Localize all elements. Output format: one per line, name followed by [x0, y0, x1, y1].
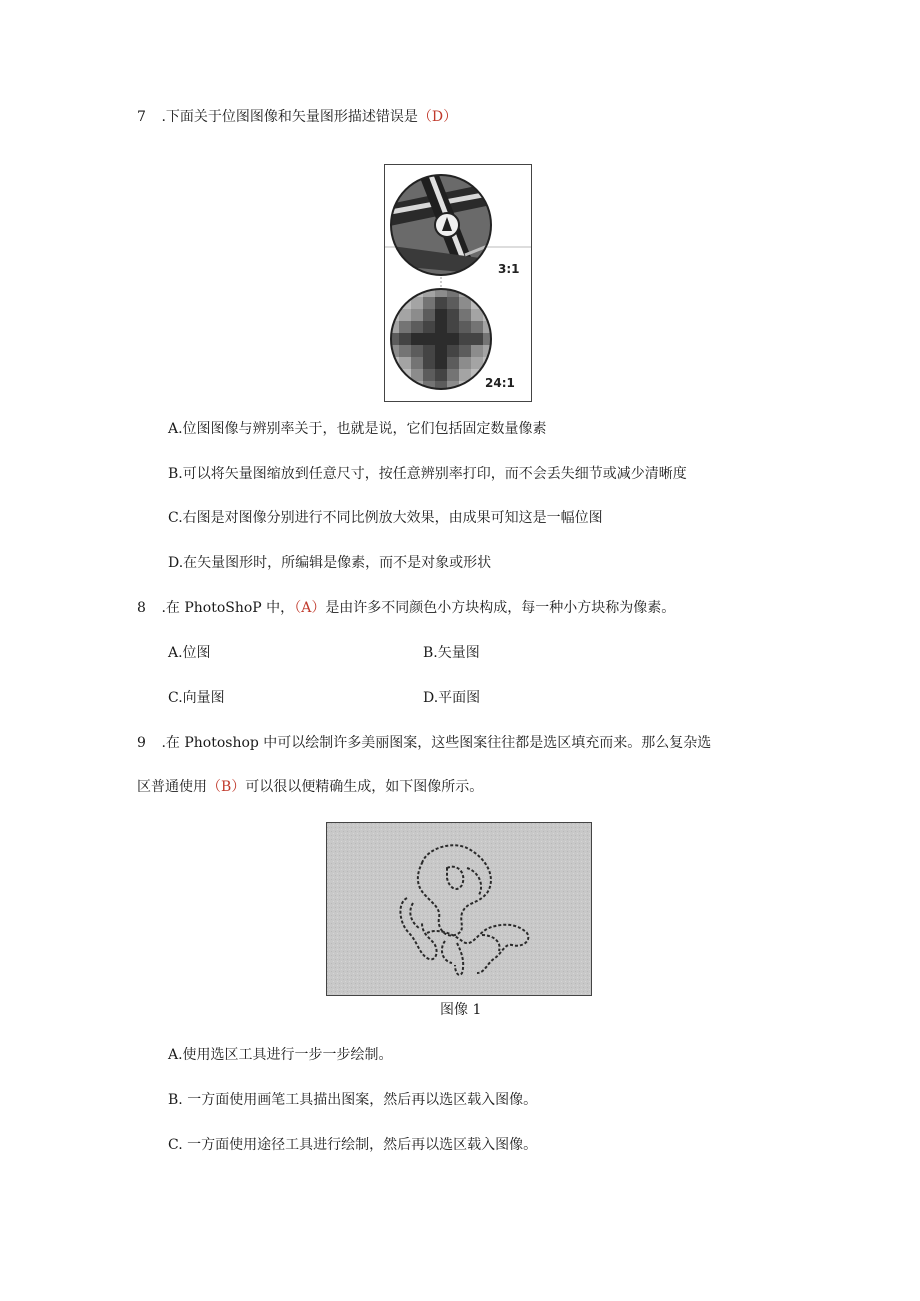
question-number: 9 — [137, 735, 146, 751]
answer-paren-close: ） — [443, 109, 458, 125]
pixel-cell — [471, 381, 483, 393]
question-9-stem — [137, 733, 711, 753]
zoom-label-24-1: 24:1 — [485, 376, 515, 390]
pixel-cell — [399, 381, 411, 393]
answer-paren-open: （ — [294, 600, 302, 616]
zoom-comparison-figure — [384, 164, 532, 402]
pixel-cell — [411, 345, 423, 357]
question-number: 7 — [137, 109, 146, 125]
pixel-cell — [447, 345, 459, 357]
pixel-cell — [435, 321, 447, 333]
pixel-zoom-circle — [387, 285, 495, 393]
pixel-cell — [471, 333, 483, 345]
pixel-cell — [435, 345, 447, 357]
pixel-cell — [459, 333, 471, 345]
question-7-stem — [137, 107, 457, 127]
pixel-cell — [459, 321, 471, 333]
pixel-cell — [387, 369, 399, 381]
zoom-label-3-1: 3:1 — [498, 262, 520, 276]
pixel-cell — [411, 321, 423, 333]
answer-letter: D — [431, 109, 444, 125]
pixel-cell — [411, 357, 423, 369]
pixel-cell — [423, 309, 435, 321]
answer-letter: A — [301, 600, 312, 616]
pixel-cell — [387, 333, 399, 345]
question-text: 区普通使用 — [137, 779, 207, 795]
pixel-cell — [471, 321, 483, 333]
pixel-cell — [423, 321, 435, 333]
question-text: .在 Photoshop 中可以绘制许多美丽图案，这些图案往往都是选区填充而来。那么复杂选 — [157, 735, 712, 751]
pixel-cell — [435, 297, 447, 309]
pixel-cell — [399, 345, 411, 357]
pixel-cell — [447, 357, 459, 369]
pixel-cell — [387, 297, 399, 309]
pixel-cell — [423, 333, 435, 345]
figure-caption: 图像 1 — [440, 1002, 482, 1018]
pixel-cell — [483, 297, 495, 309]
question-text-continued: 可以很以便精确生成，如下图像所示。 — [245, 779, 484, 795]
pixel-cell — [387, 381, 399, 393]
option-9a: A.使用选区工具进行一步一步绘制。 — [168, 1047, 393, 1063]
pixel-cell — [459, 345, 471, 357]
question-8-stem — [137, 598, 675, 618]
pixel-cell — [483, 333, 495, 345]
option-7c: C.右图是对图像分别进行不同比例放大效果，由成果可知这是一幅位图 — [168, 510, 603, 526]
pixel-cell — [459, 357, 471, 369]
question-text-continued: 是由许多不同颜色小方块构成，每一种小方块称为像素。 — [325, 600, 676, 616]
pixel-cell — [483, 285, 495, 297]
zoom-illustration — [385, 165, 531, 401]
question-number: 8 — [137, 600, 146, 616]
pixel-cell — [423, 357, 435, 369]
answer-paren-open: （ — [207, 779, 221, 795]
option-7d: D.在矢量图形时，所编辑是像素，而不是对象或形状 — [168, 555, 492, 571]
pixel-cell — [447, 369, 459, 381]
pixel-cell — [399, 285, 411, 297]
option-7a: A.位图图像与辨别率关于，也就是说，它们包括固定数量像素 — [168, 421, 547, 437]
answer-paren-close: ） — [231, 779, 246, 795]
option-7b: B.可以将矢量图缩放到任意尺寸，按任意辨别率打印，而不会丢失细节或减少清晰度 — [168, 466, 687, 482]
option-8c: C.向量图 — [168, 690, 225, 706]
pixel-cell — [399, 321, 411, 333]
pixel-cell — [435, 369, 447, 381]
option-8b: B.矢量图 — [423, 645, 480, 661]
question-text: .下面关于位图图像和矢量图形描述错误是 — [157, 109, 418, 125]
answer-paren-open: （ — [417, 109, 432, 125]
question-text: .在 PhotoShoP 中， — [157, 600, 295, 616]
pixel-cell — [435, 357, 447, 369]
pixel-cell — [471, 345, 483, 357]
option-9c: C. 一方面使用途径工具进行绘制，然后再以选区载入图像。 — [168, 1137, 538, 1153]
option-9b: B. 一方面使用画笔工具描出图案，然后再以选区载入图像。 — [168, 1092, 538, 1108]
pixel-cell — [459, 309, 471, 321]
option-8d: D.平面图 — [423, 690, 481, 706]
pixel-cell — [447, 333, 459, 345]
pixel-cell — [447, 309, 459, 321]
answer-letter: B — [221, 779, 232, 795]
pixel-cell — [447, 321, 459, 333]
pixel-cell — [435, 381, 447, 393]
pixel-cell — [411, 333, 423, 345]
pixel-cell — [435, 309, 447, 321]
question-9-stem-line2 — [137, 777, 483, 797]
pixel-cell — [447, 297, 459, 309]
selection-pattern-figure — [326, 822, 592, 996]
marching-ants-illustration — [327, 823, 591, 995]
pixel-cell — [423, 369, 435, 381]
pixel-cell — [399, 333, 411, 345]
pixel-cell — [423, 345, 435, 357]
pixel-cell — [471, 285, 483, 297]
option-8a: A.位图 — [168, 645, 211, 661]
pixel-cell — [435, 333, 447, 345]
pixel-cell — [411, 309, 423, 321]
pixel-cell — [387, 285, 399, 297]
pixel-cell — [423, 297, 435, 309]
answer-paren-close: ） — [311, 600, 326, 616]
